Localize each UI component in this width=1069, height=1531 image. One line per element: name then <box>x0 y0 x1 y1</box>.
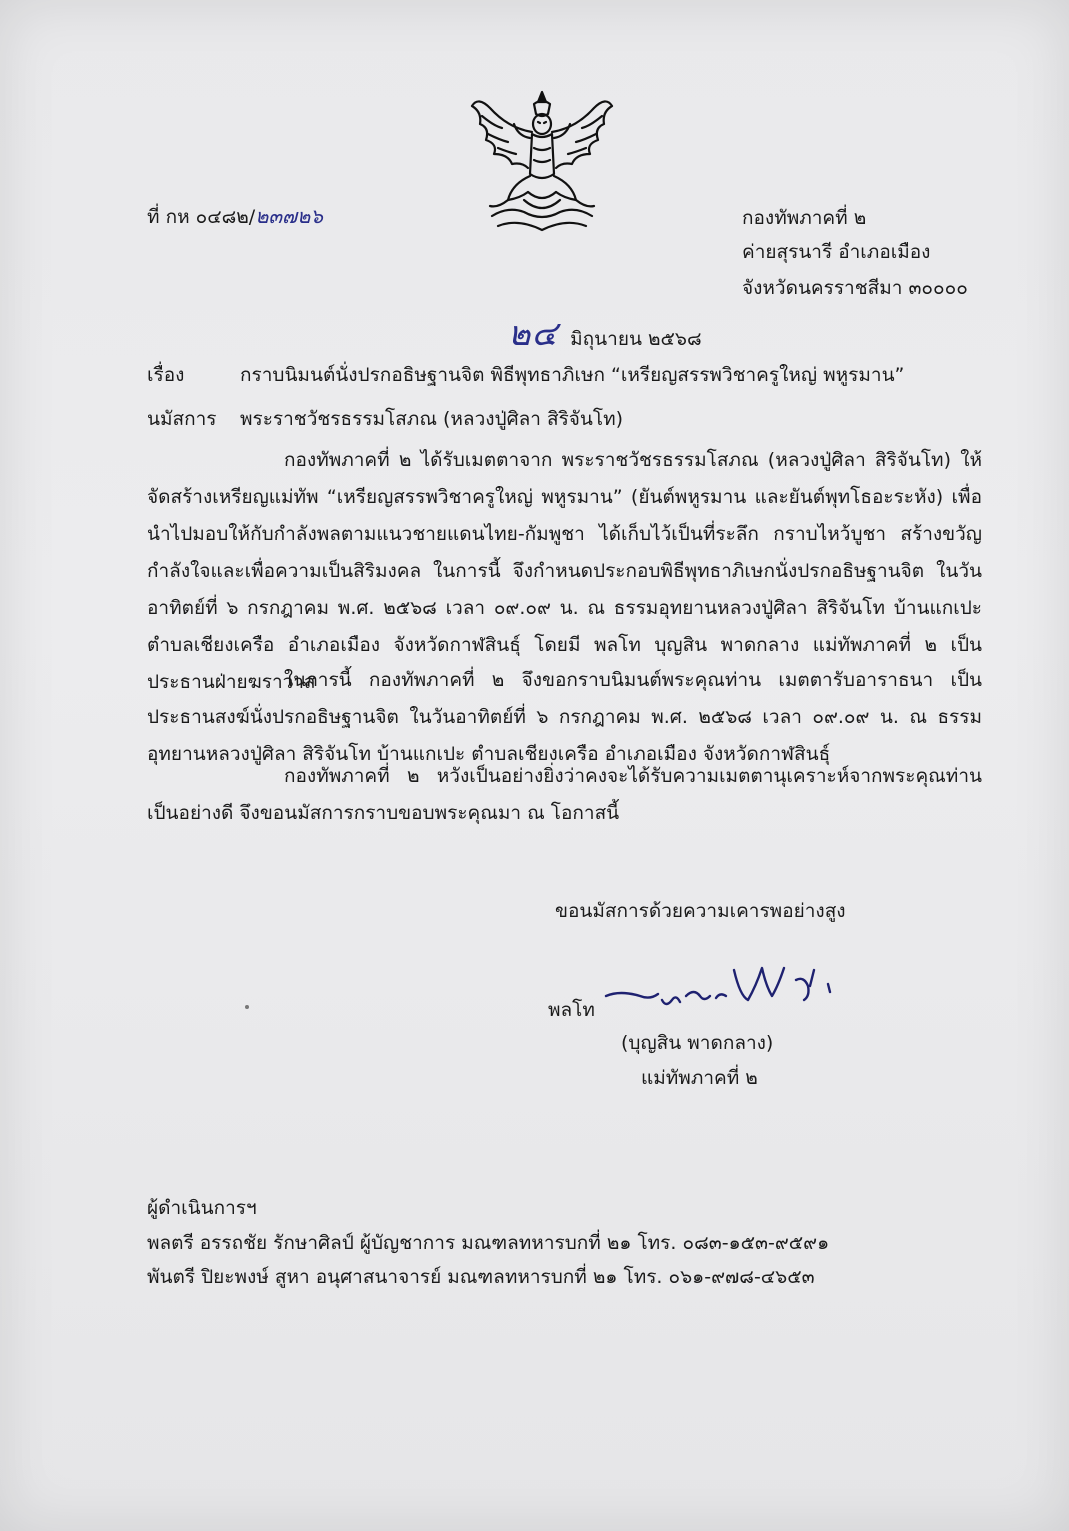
footer-contact-2: พันตรี ปิยะพงษ์ สูหา อนุศาสนาจารย์ มณฑลทหารบกที่ ๒๑ โทร. ๐๖๑-๙๗๘-๔๖๕๓ <box>147 1266 815 1288</box>
subject-text: กราบนิมนต์นั่งปรกอธิษฐานจิต พิธีพุทธาภิเษก “เหรียญสรรพวิชาครูใหญ่ พหูรมาน” <box>240 364 905 386</box>
footer-contact-1: พลตรี อรรถชัย รักษาศิลป์ ผู้บัญชาการ มณฑลทหารบกที่ ๒๑ โทร. ๐๘๓-๑๕๓-๙๕๙๑ <box>147 1232 830 1254</box>
sender-address-line-3: จังหวัดนครราชสีมา ๓๐๐๐๐ <box>742 277 968 299</box>
closing-phrase: ขอนมัสการด้วยความเคารพอย่างสูง <box>555 900 846 922</box>
reference-prefix: ที่ กห ๐๔๘๒/ <box>147 206 256 228</box>
sender-address-line-2: ค่ายสุรนารี อำเภอเมือง <box>742 241 931 263</box>
signer-title: แม่ทัพภาคที่ ๒ <box>641 1067 758 1089</box>
subject-label: เรื่อง <box>147 364 185 386</box>
salutation-label: นมัสการ <box>147 408 217 430</box>
salutation-text: พระราชวัชรธรรมโสภณ (หลวงปู่ศิลา สิริจันโท) <box>240 408 624 430</box>
handwritten-signature <box>600 956 845 1026</box>
signer-name: (บุญสิน พาดกลาง) <box>621 1032 774 1054</box>
body-paragraph-1: กองทัพภาคที่ ๒ ได้รับเมตตาจาก พระราชวัชรธรรมโสภณ (หลวงปู่ศิลา สิริจันโท) ให้จัดสร้างเหรียญแม่ทัพ “เหรียญสรรพวิชาครูใหญ่ พหูรมาน” (ยันต์พหูรมาน และยันต์พุทโธอะระหัง) เพื่อนำไปมอบให้กับกำลังพลตามแนวชายแดนไทย-กัมพูชา ได้เก็บไว้เป็นที่ระลึก กราบไหว้บูชา สร้างขวัญกำลังใจและเพื่อความเป็นสิริมงคล ในการนี้ จึงกำหนดประกอบพิธีพุทธาภิเษกนั่งปรกอธิษฐานจิต ในวันอาทิตย์ที่ ๖ กรกฎาคม พ.ศ. ๒๕๖๘ เวลา ๐๙.๐๙ น. ณ ธรรมอุทยานหลวงปู่ศิลา สิริจันโท บ้านแกเปะ ตำบลเชียงเครือ อำเภอเมือง จังหวัดกาฬสินธุ์ โดยมี พลโท บุญสิน พาดกลาง แม่ทัพภาคที่ ๒ เป็นประธานฝ่ายฆราวาส <box>147 449 982 693</box>
body-paragraph-2: ในการนี้ กองทัพภาคที่ ๒ จึงขอกราบนิมนต์พระคุณท่าน เมตตารับอาราธนา เป็นประธานสงฆ์นั่งปรกอธิษฐานจิต ในวันอาทิตย์ที่ ๖ กรกฎาคม พ.ศ. ๒๕๖๘ เวลา ๐๙.๐๙ น. ณ ธรรมอุทยานหลวงปู่ศิลา สิริจันโท บ้านแกเปะ ตำบลเชียงเครือ อำเภอเมือง จังหวัดกาฬสินธุ์ <box>147 669 982 765</box>
date-month-year: มิถุนายน ๒๕๖๘ <box>570 328 702 350</box>
letter-date <box>508 306 702 360</box>
reference-handwritten-number: ๒๓๗๒๖ <box>255 204 323 228</box>
body-paragraph-3: กองทัพภาคที่ ๒ หวังเป็นอย่างยิ่งว่าคงจะได้รับความเมตตานุเคราะห์จากพระคุณท่านเป็นอย่างดี จึงขอนมัสการกราบขอบพระคุณมา ณ โอกาสนี้ <box>147 765 982 824</box>
reference-number <box>147 200 323 232</box>
paper-speck <box>245 1005 249 1009</box>
garuda-emblem-icon <box>468 88 616 238</box>
footer-coordinator-label: ผู้ดำเนินการฯ <box>147 1197 257 1219</box>
sender-address-line-1: กองทัพภาคที่ ๒ <box>742 207 867 229</box>
signer-rank: พลโท <box>548 999 595 1021</box>
date-day-handwritten: ๒๔ <box>508 314 559 354</box>
